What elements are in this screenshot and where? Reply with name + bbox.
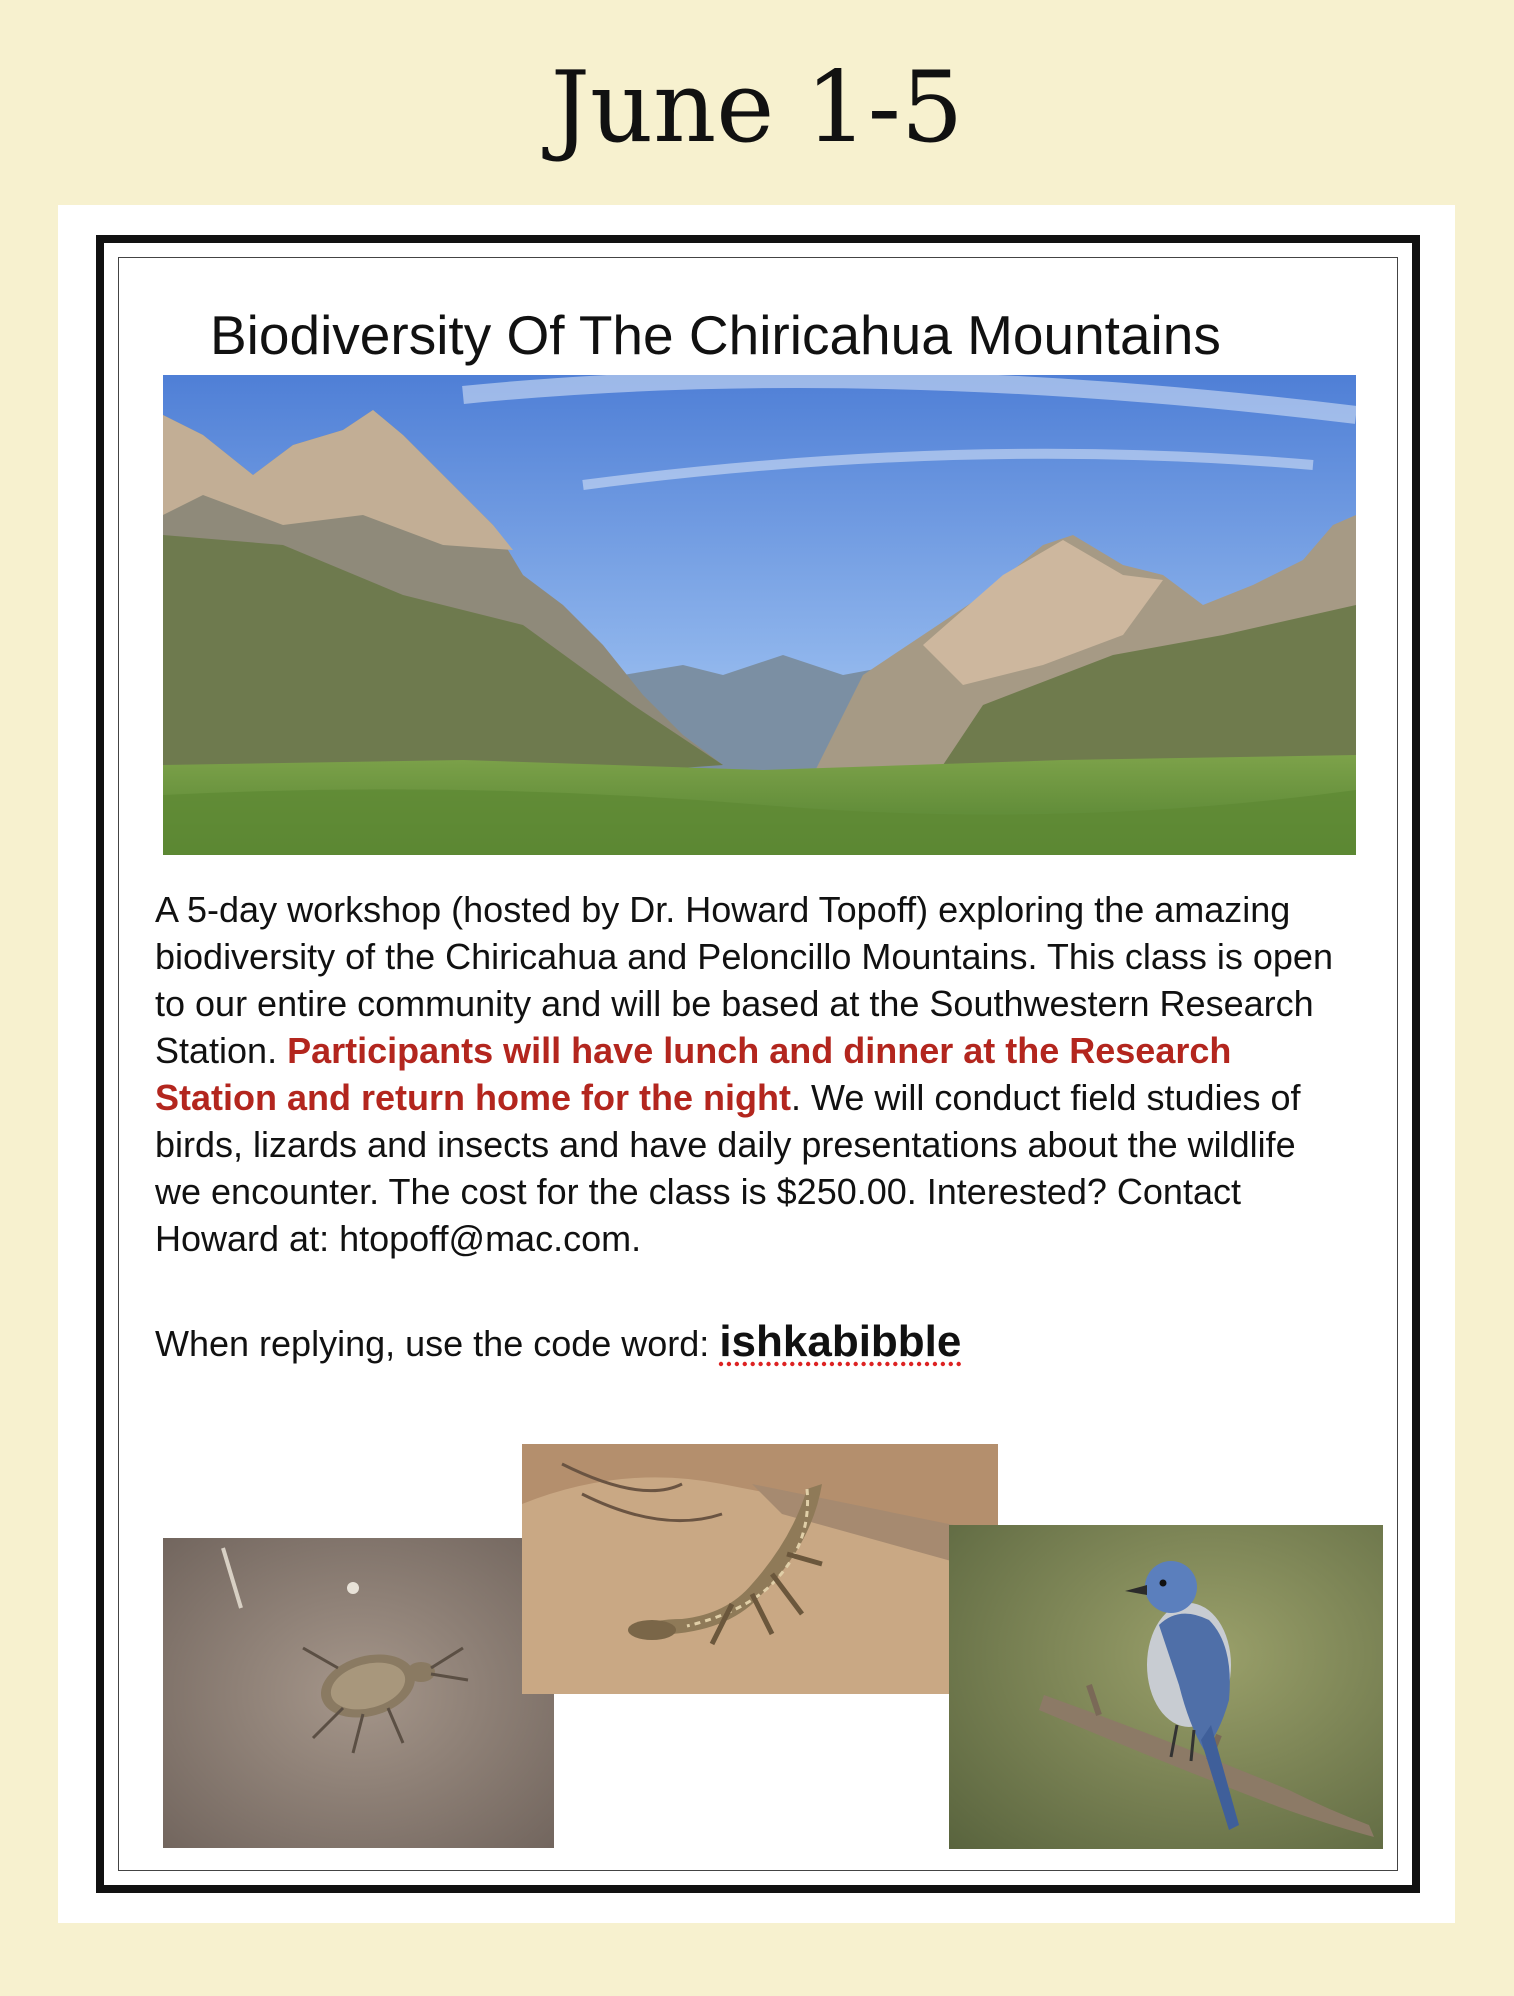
flyer-title: Biodiversity Of The Chiricahua Mountains (210, 304, 1221, 366)
workshop-description (155, 886, 1345, 1262)
reply-label: When replying, use the code word: (155, 1323, 720, 1364)
scrub-jay-bird-photo (949, 1525, 1383, 1849)
description-highlight: Participants will have lunch and dinner at the Research Station and return home for the night (155, 1030, 1232, 1118)
lizard-photo (522, 1444, 998, 1694)
description-text-1: A 5-day workshop (hosted by Dr. Howard Topoff) exploring the amazing biodiversity of the Chiricahua and Peloncillo Mountains. This class is open to our entire community and will be based at the Southwestern Research Station. (155, 889, 1333, 1071)
date-heading: June 1-5 (550, 51, 964, 165)
code-word: ishkabibble (719, 1317, 962, 1366)
antlion-insect-photo (163, 1538, 554, 1848)
reply-instruction (155, 1315, 1345, 1371)
description-text-2: . We will conduct field studies of birds, lizards and insects and have daily presentations about the wildlife we encounter. The cost for the class is $250.00. Interested? Contact Howard at: htopoff@mac.com. (155, 1077, 1301, 1259)
mountain-landscape-photo (163, 375, 1356, 855)
